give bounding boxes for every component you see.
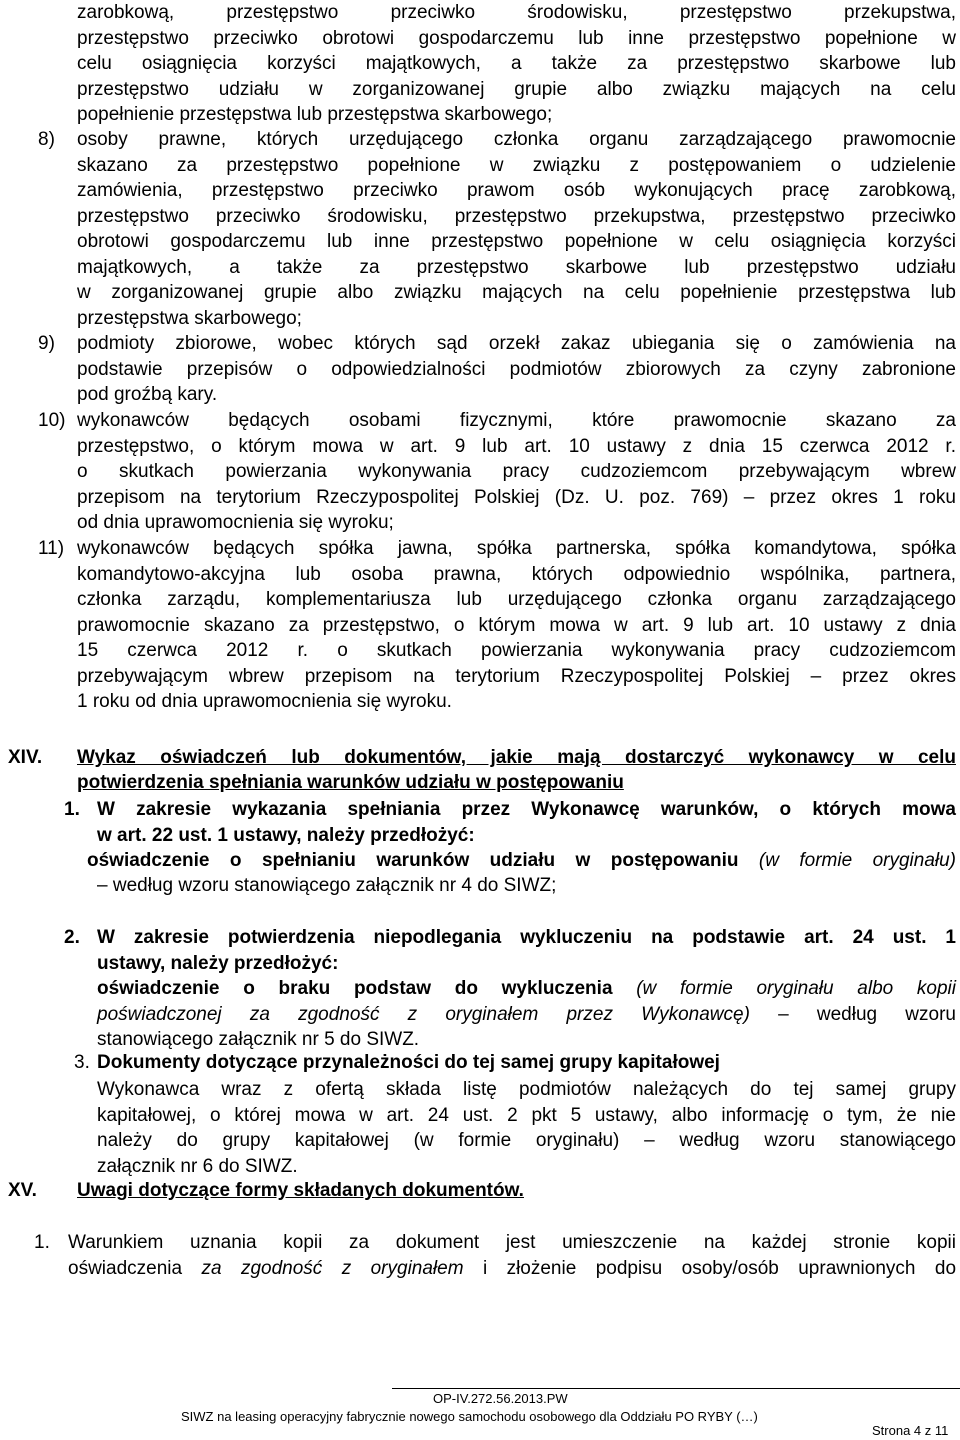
subsection-number: 1. xyxy=(64,799,80,820)
text-line: Warunkiem uznania kopii za dokument jest umieszczenie na każdej stronie kopii xyxy=(68,1232,956,1253)
requirement-rest: – według wzoru xyxy=(778,1003,956,1025)
text-line: przestępstwo przeciwko obrotowi gospodarczemu lub inne przestępstwo popełnione w xyxy=(77,27,956,49)
subsection-heading xyxy=(97,797,956,848)
text-fragment: oświadczenia xyxy=(68,1257,202,1279)
text-line: celu osiągnięcia korzyści majątkowych, a także za przestępstwo skarbowe lub xyxy=(77,53,956,74)
heading-line: ustawy, należy przedłożyć: xyxy=(97,952,339,974)
requirement-italic: (w formie oryginału albo kopii xyxy=(636,978,956,999)
text-line: o skutkach powierzania wykonywania pracy cudzoziemcom przebywającym wbrew xyxy=(77,461,956,482)
section-number: XIV. xyxy=(8,747,43,768)
requirement-text xyxy=(97,873,956,899)
text-line: 1 roku od dnia uprawomocnienia się wyroku. xyxy=(77,691,452,712)
section-number: XV. xyxy=(8,1180,37,1201)
subsection-heading: Dokumenty dotyczące przynależności do tej samej grupy kapitałowej xyxy=(97,1052,720,1073)
text-line: przebywającym wbrew przepisom na terytorium Rzeczypospolitej Polskiej – przez okres xyxy=(77,665,956,687)
list-item xyxy=(68,1230,956,1281)
text-line: przestępstwo przeciwko środowisku, przestępstwo przekupstwa, przestępstwo przeciwko xyxy=(77,205,956,227)
section-heading: Uwagi dotyczące formy składanych dokumentów. xyxy=(77,1180,524,1201)
requirement-bold: oświadczenie o braku podstaw do wykluczenia xyxy=(97,978,613,999)
text-line: komandytowo-akcyjna lub osoba prawna, których odpowiednio wspólnika, partnera, xyxy=(77,563,956,585)
text-line: Wykonawca wraz z ofertą składa listę podmiotów należących do tej samej grupy xyxy=(97,1079,956,1100)
subsection-number: 3. xyxy=(74,1052,90,1073)
list-item xyxy=(77,408,956,536)
text-line: majątkowych, a także za przestępstwo skarbowe lub przestępstwo udziału xyxy=(77,256,956,278)
text-line: podmioty zbiorowe, wobec których sąd orzekł zakaz ubiegania się o zamówienia na xyxy=(77,333,956,354)
heading-line: potwierdzenia spełniania warunków udziału w postępowaniu xyxy=(77,772,624,793)
footer-reference: OP-IV.272.56.2013.PW xyxy=(433,1391,568,1406)
list-item xyxy=(77,127,956,331)
text-line: obrotowi gospodarczemu lub inne przestępstwo popełnione w celu osiągnięcia korzyści xyxy=(77,231,956,252)
text-line: kapitałowej, o której mowa w art. 24 ust. 2 pkt 5 ustawy, albo informację o tym, że nie xyxy=(97,1104,956,1126)
list-item xyxy=(77,536,956,715)
requirement-text xyxy=(97,976,956,1053)
footer-divider xyxy=(392,1388,960,1389)
requirement-text xyxy=(97,1077,956,1179)
item-number: 10) xyxy=(38,410,66,431)
item-number: 11) xyxy=(38,538,65,559)
subsection-heading xyxy=(97,925,956,976)
subsection-number: 2. xyxy=(64,927,80,948)
text-line xyxy=(87,848,956,874)
footer-page-number: Strona 4 z 11 xyxy=(872,1423,949,1438)
heading-line: W zakresie potwierdzenia niepodlegania wykluczeniu na podstawie art. 24 ust. 1 xyxy=(97,927,956,948)
text-line: od dnia uprawomocnienia się wyroku; xyxy=(77,512,394,533)
text-line: przestępstwa skarbowego; xyxy=(77,307,302,329)
text-line: osoby prawne, których urzędującego członka organu zarządzającego prawomocnie xyxy=(77,129,956,150)
text-line: członka zarządu, komplementariusza lub urzędującego członka organu zarządzającego xyxy=(77,589,956,610)
item-number: 1. xyxy=(34,1232,50,1253)
text-line: zarobkową, przestępstwo przeciwko środowisku, przestępstwo przekupstwa, xyxy=(77,2,956,23)
section-heading xyxy=(77,745,956,795)
heading-line: Wykaz oświadczeń lub dokumentów, jakie mają dostarczyć wykonawcy w celu xyxy=(77,747,956,768)
item-number: 9) xyxy=(38,333,55,354)
text-line: przestępstwo udziału w zorganizowanej grupie albo związku mających na celu xyxy=(77,78,956,100)
text-line: podstawie przepisów o odpowiedzialności podmiotów zbiorowych za czyny zabronione xyxy=(77,358,956,380)
text-line: przepisom na terytorium Rzeczypospolitej Polskiej (Dz. U. poz. 769) – przez okres 1 roku xyxy=(77,486,956,508)
text-fragment: i złożenie podpisu osoby/osób uprawnionych do xyxy=(463,1257,957,1279)
item-number: 8) xyxy=(38,129,55,150)
text-line: popełnienie przestępstwa lub przestępstwa skarbowego; xyxy=(77,104,553,125)
text-line: – według wzoru stanowiącego załącznik nr 4 do SIWZ; xyxy=(97,875,557,896)
continuation-paragraph xyxy=(77,0,956,128)
text-line xyxy=(97,976,956,1002)
text-line: załącznik nr 6 do SIWZ. xyxy=(97,1155,298,1177)
requirement-bold: oświadczenie o spełnianiu warunków udziału w postępowaniu xyxy=(87,850,739,871)
heading-line: w art. 22 ust. 1 ustawy, należy przedłożyć: xyxy=(97,824,475,846)
heading-line: W zakresie wykazania spełniania przez Wykonawcę warunków, o których mowa xyxy=(97,799,956,820)
requirement-italic: (w formie oryginału) xyxy=(758,850,957,871)
text-line: należy do grupy kapitałowej (w formie oryginału) – według wzoru stanowiącego xyxy=(97,1130,956,1151)
text-line: wykonawców będących spółka jawna, spółka partnerska, spółka komandytowa, spółka xyxy=(77,538,956,559)
requirement-text xyxy=(87,848,956,874)
text-line: skazano za przestępstwo popełnione w związku z postępowaniem o udzielenie xyxy=(77,154,956,176)
text-fragment-italic: za zgodność z oryginałem xyxy=(201,1257,464,1279)
text-line: stanowiącego załącznik nr 5 do SIWZ. xyxy=(97,1029,420,1050)
text-line: wykonawców będących osobami fizycznymi, które prawomocnie skazano za xyxy=(77,410,956,431)
list-item xyxy=(77,331,956,408)
footer-title: SIWZ na leasing operacyjny fabrycznie nowego samochodu osobowego dla Oddziału PO RYBY (…) xyxy=(181,1409,758,1424)
text-line: w zorganizowanej grupie albo związku mających na celu popełnienie przestępstwa lub xyxy=(77,282,956,303)
text-line xyxy=(97,1002,956,1028)
text-line: przestępstwo, o którym mowa w art. 9 lub art. 10 ustawy z dnia 15 czerwca 2012 r. xyxy=(77,435,956,457)
text-line: 15 czerwca 2012 r. o skutkach powierzania wykonywania pracy cudzoziemcom xyxy=(77,640,956,661)
text-line: prawomocnie skazano za przestępstwo, o którym mowa w art. 9 lub art. 10 ustawy z dnia xyxy=(77,614,956,636)
text-line: pod groźbą kary. xyxy=(77,384,218,405)
text-line xyxy=(68,1256,956,1282)
requirement-italic: poświadczonej za zgodność z oryginałem przez Wykonawcę) xyxy=(97,1003,750,1025)
text-line: zamówienia, przestępstwo przeciwko prawom osób wykonujących pracę zarobkową, xyxy=(77,180,956,201)
